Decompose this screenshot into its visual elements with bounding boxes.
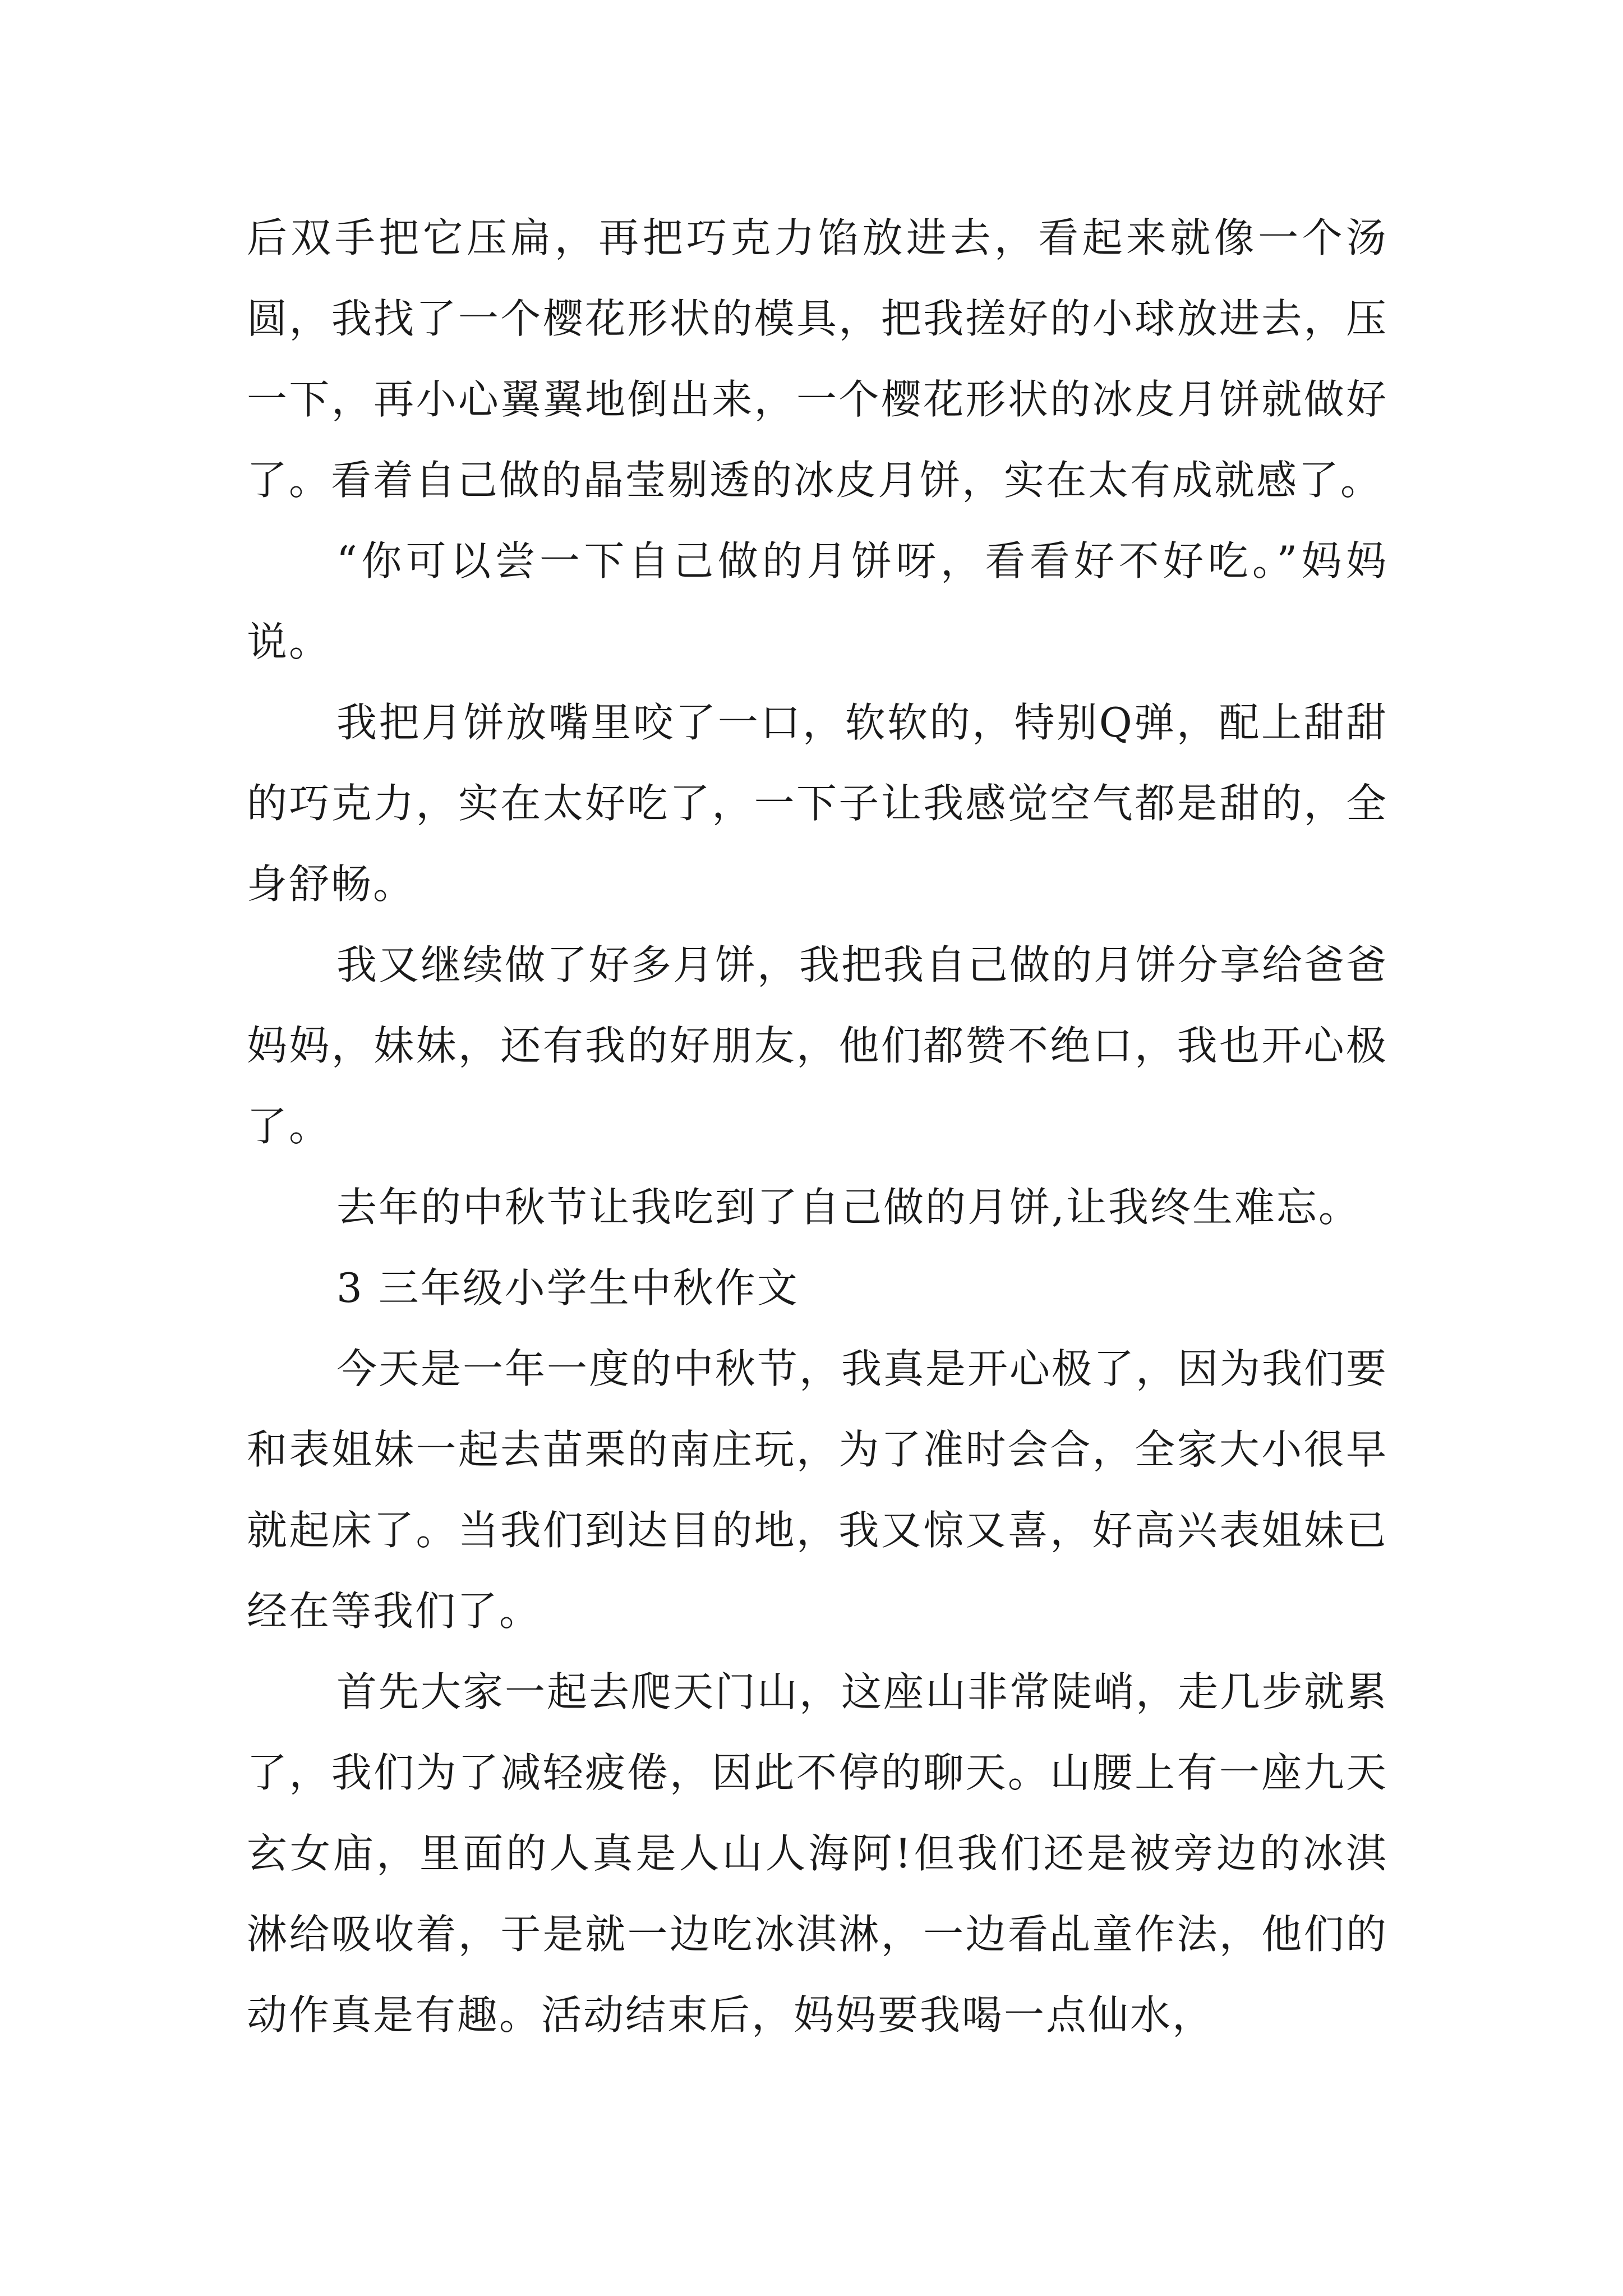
section-heading: 3 三年级小学生中秋作文 — [336, 1264, 799, 1312]
paragraph-dialogue: “你可以尝一下自己做的月饼呀，看看好不好吃。”妈妈说。 — [247, 537, 1388, 665]
paragraph-tasting: 我把月饼放嘴里咬了一口，软软的，特别Q弹，配上甜甜的巧克力，实在太好吃了，一下子让我感觉空气都是甜的，全身舒畅。 — [247, 699, 1388, 908]
paragraph-continued: 后双手把它压扁，再把巧克力馅放进去，看起来就像一个汤圆，我找了一个樱花形状的模具，把我搓好的小球放进去，压一下，再小心翼翼地倒出来，一个樱花形状的冰皮月饼就做好了。看着自己做的晶莹剔透的冰皮月饼，实在太有成就感了。 — [247, 214, 1388, 504]
paragraph-sharing: 我又继续做了好多月饼，我把我自己做的月饼分享给爸爸妈妈，妹妹，还有我的好朋友，他们都赞不绝口，我也开心极了。 — [247, 941, 1389, 1150]
document-body — [247, 197, 1388, 2055]
paragraph-mountain: 首先大家一起去爬天门山，这座山非常陡峭，走几步就累了，我们为了减轻疲倦，因此不停的聊天。山腰上有一座九天玄女庙，里面的人真是人山人海阿!但我们还是被旁边的冰淇淋给吸收着，于是就一边吃冰淇淋，一边看乩童作法，他们的动作真是有趣。活动结束后，妈妈要我喝一点仙水， — [247, 1668, 1389, 2039]
paragraph-intro: 今天是一年一度的中秋节，我真是开心极了，因为我们要和表姐妹一起去苗栗的南庄玩，为了准时会合，全家大小很早就起床了。当我们到达目的地，我又惊又喜，好高兴表姐妹已经在等我们了。 — [247, 1345, 1389, 1635]
paragraph-conclusion: 去年的中秋节让我吃到了自己做的月饼,让我终生难忘。 — [336, 1184, 1361, 1231]
